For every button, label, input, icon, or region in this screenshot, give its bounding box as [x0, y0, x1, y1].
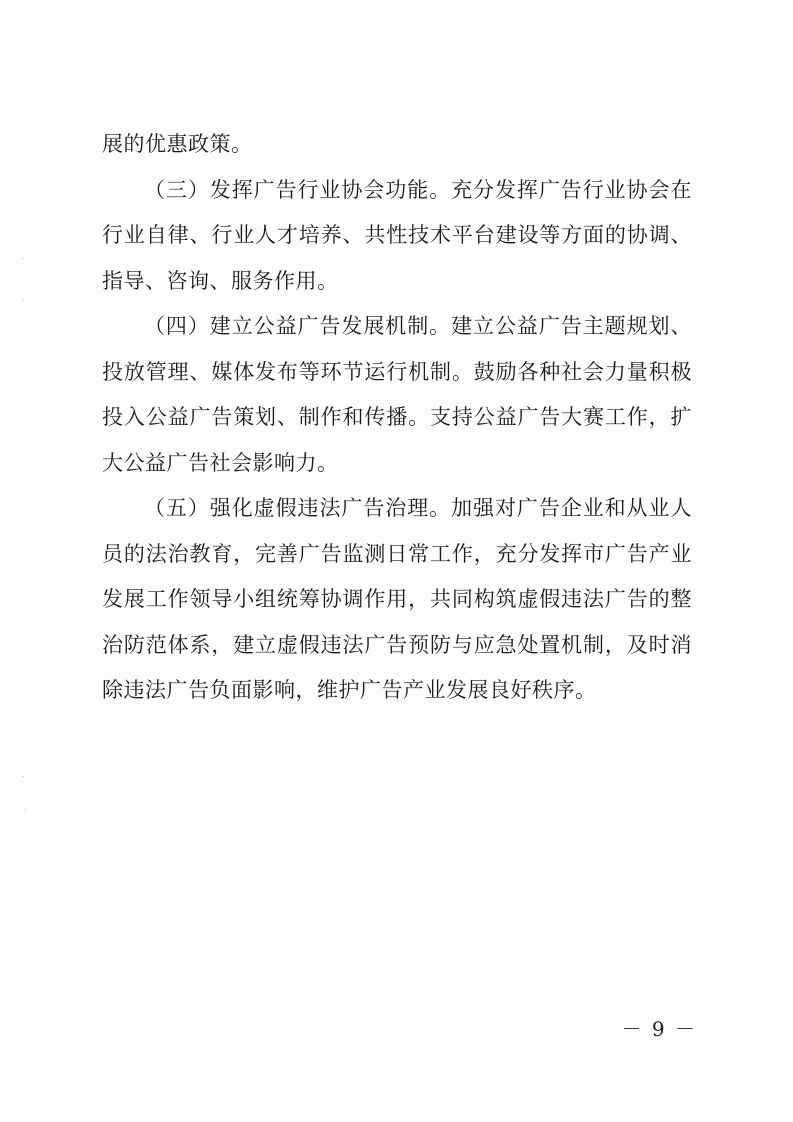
- page-number: － 9 －: [621, 1017, 697, 1041]
- paragraph-section-5: （五）强化虚假违法广告治理。加强对广告企业和从业人员的法治教育，完善广告监测日常工作，充分发挥市广告产业发展工作领导小组统筹协调作用，共同构筑虚假违法广告的整治防范体系，建立虚假违法广告预防与应急处置机制，及时消除违法广告负面影响，维护广告产业发展良好秩序。: [102, 496, 692, 702]
- scan-mark: ·: [22, 773, 25, 781]
- paragraph-section-4: （四）建立公益广告发展机制。建立公益广告主题规划、投放管理、媒体发布等环节运行机制。鼓励各种社会力量积极投入公益广告策划、制作和传播。支持公益广告大赛工作，扩大公益广告社会影响力。: [102, 314, 692, 475]
- scan-mark: ·: [22, 296, 25, 304]
- paragraph-section-3: （三）发挥广告行业协会功能。充分发挥广告行业协会在行业自律、行业人才培养、共性技术平台建设等方面的协调、指导、咨询、服务作用。: [102, 177, 692, 293]
- scan-mark: ·: [24, 806, 27, 814]
- document-body: [102, 122, 692, 714]
- scan-mark: ·: [22, 255, 25, 263]
- paragraph-continuation: 展的优惠政策。: [102, 132, 253, 156]
